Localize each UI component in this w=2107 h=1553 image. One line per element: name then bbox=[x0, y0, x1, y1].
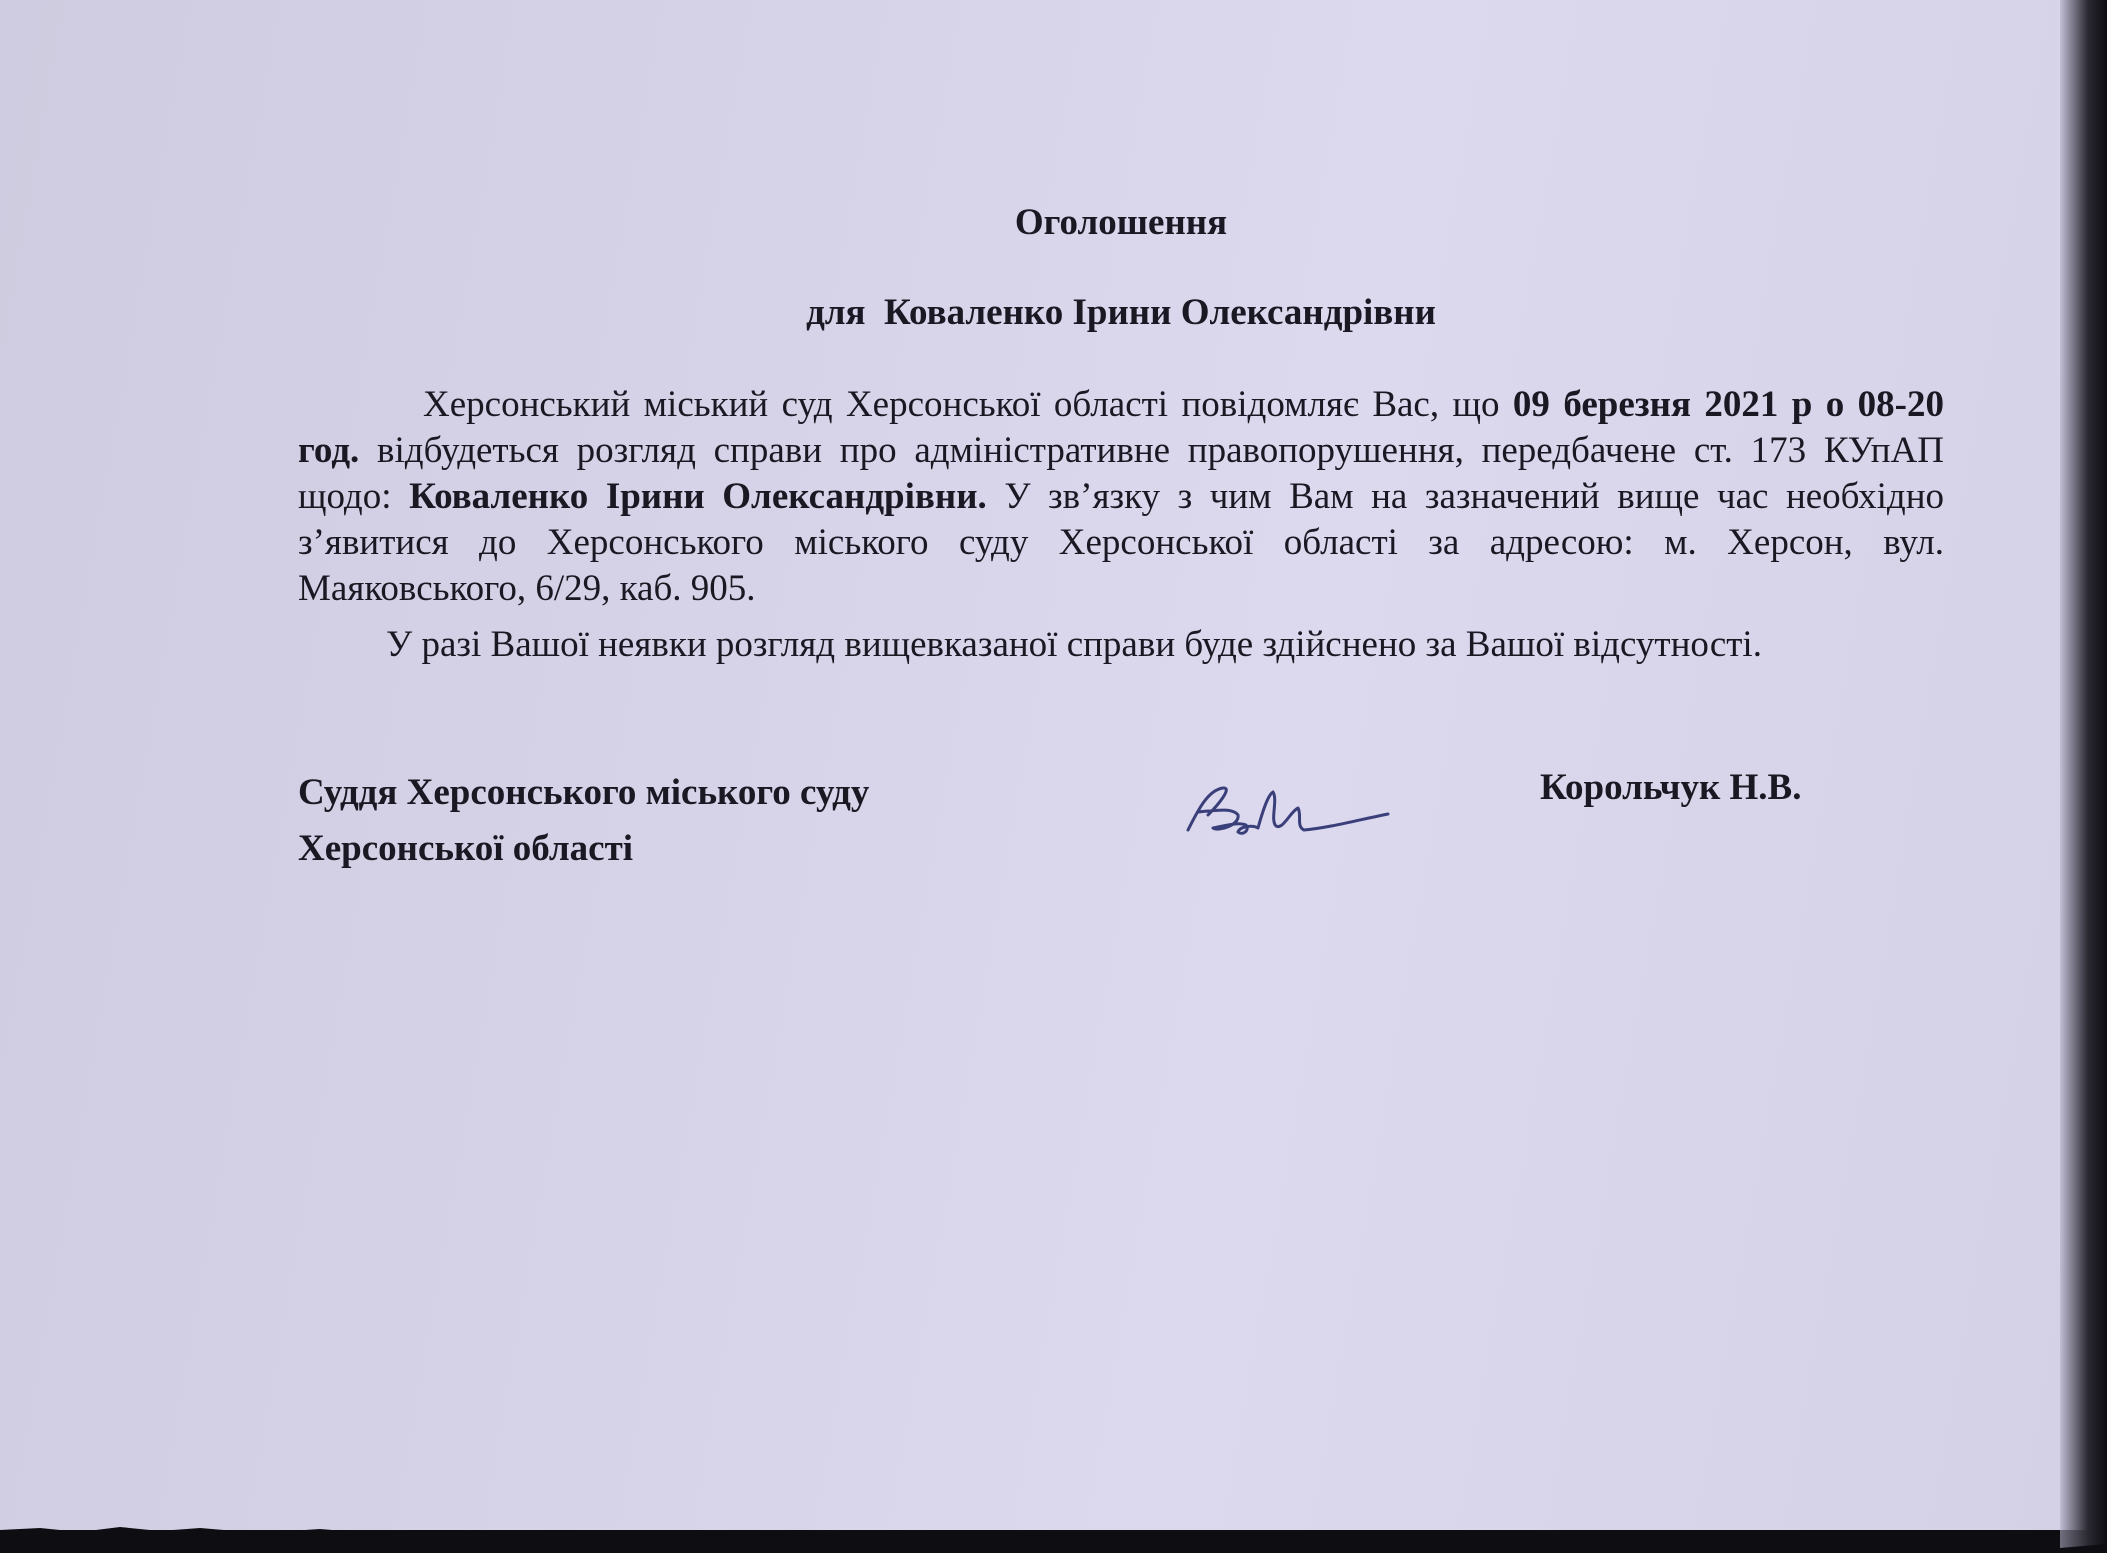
judge-name: Корольчук Н.В. bbox=[1540, 767, 1802, 808]
judge-position bbox=[298, 765, 869, 877]
paper-edge-shadow bbox=[2060, 0, 2107, 1553]
defendant-name: Коваленко Ірини Олександрівни. bbox=[409, 476, 987, 517]
paragraph1-part2: відбудеться розгляд справи про адміністративне правопорушення, передбачене ст. 173 КУпАП щодо: bbox=[298, 430, 1944, 517]
judge-position-line2: Херсонської області bbox=[298, 828, 634, 869]
handwritten-signature bbox=[1178, 770, 1398, 850]
paragraph1-part1: Херсонський міський суд Херсонської області повідомляє Вас, що bbox=[423, 384, 1513, 425]
addressee-line: для Коваленко Ірини Олександрівни bbox=[806, 292, 1436, 333]
paragraph-notice bbox=[298, 382, 1944, 612]
document-title bbox=[298, 200, 1944, 246]
torn-paper-edge bbox=[0, 1500, 2107, 1553]
hearing-date: 09 березня 2021 р о 08-20 год. bbox=[298, 384, 1944, 471]
paragraph1-part3: У зв’язку з чим Вам на зазначений вище час необхідно з’явитися до Херсонського міського суду Херсонської області за адресою: м. Херсон, вул. Маяковського, 6/29, каб. 905. bbox=[298, 476, 1945, 609]
title-text: Оголошення bbox=[1014, 202, 1228, 243]
judge-position-line1: Суддя Херсонського міського суду bbox=[298, 772, 870, 813]
document-body bbox=[298, 382, 1944, 668]
paragraph-absence: У разі Вашої неявки розгляд вищевказаної справи буде здійснено за Вашої відсутності. bbox=[386, 624, 1762, 665]
